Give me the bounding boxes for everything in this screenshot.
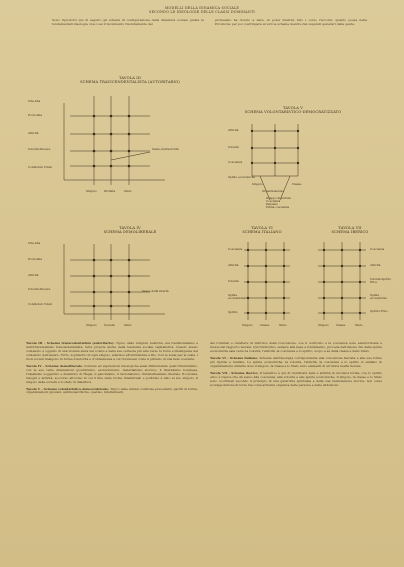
t3-label-economia: Economia — [28, 113, 42, 117]
t7-label-attivita: Attività — [370, 263, 381, 267]
t3-label-volonta: Volontà Sincere — [28, 147, 51, 151]
body-right-text-3: Il tentativo è qui di riunificare fede e attività in un'unica forma, ove lo spirito etico è l'apice che dà senso alla coscienza, alla volontà e alle spinte economiche. Il singolo, la classe e lo Stato sono coordinati secondo il principio di una gerarchia spirituale e della sua realizzazione storica, non come sovrapposizione di forze ma come armonia organica delle persone e delle istituzioni. — [210, 370, 382, 387]
t6-label-spinte: Spinte economiche — [228, 293, 245, 301]
body-left-head-1: Tavola III - Schema transcedentalista (autoritario). — [26, 341, 115, 345]
header-line-2: SECONDO LE IDEOLOGIE DELLE CLASSI DOMINANTI — [149, 10, 255, 15]
body-left-text-3: Tipico delle sintesi condivise precedenti, partiti di forma, organizzazioni (giovani, antimonarchiche, operaio, intellettuali). — [26, 386, 198, 395]
t7-label-classe: Classe — [336, 323, 346, 327]
intro-right-paragraph: professato ha dovuto a dare, in poter ilustrar, faro i corso racconto quanto possa nella Provincia; per poi costringere al voti le scheme mentre del superati generari della gente. — [215, 18, 367, 26]
body-left-text-1: Tipico delle religioni teistiche, del tradizionalismo e dell'irrazionalismo trascendentalista, tutte proprie anche della tendenza sociale capitalistica. Questo stesso contenuto è oggetto di una vivente sfera nel volere e nelle sue certezze più alte verso le forze e intelligenze del contenuto dell'essere. Tutto, sopratutto in ogni singolo, aderisce all'ubbidienza a Dio. Con le scale per le scale, i ruoli sociali risalgono in forme d'autorità e d'obbedienza a cui riconnessi come il primato di una fede coerente. — [26, 341, 198, 361]
t7-label-singolo: Singolo — [318, 323, 329, 327]
t3-label-attivita: Attività — [28, 131, 39, 135]
table-7-title: TAVOLA VII SCHEMA IBERICO — [331, 226, 369, 235]
t5-legend: Gruppo di lettura Coscienza Pensiero Prima coscienza — [266, 196, 291, 209]
t5-label-singolo: Singolo — [252, 182, 263, 186]
t7-label-spirito: Spirito Etico — [370, 309, 388, 313]
t6-label-singolo: Singolo — [242, 323, 253, 327]
t4-label-stato: Stato — [124, 323, 132, 327]
t7-label-stato: Stato — [355, 323, 363, 327]
body-left-head-3: Tavola V - Schema volontaristico-democratizzato. — [26, 386, 110, 391]
body-right-text-1: dai Comitati e carattere di indirizzo della Concezione, ove il confronto e la coscienza sono esteriorizzate e mosse dal rapporto morale. Qui l'individuo, sempre alla base e fondamento, procede nell'azione che dalle spinte economiche sale verso la volontà, l'attività, la coscienza e lo spirito, scopo a sé della classe e dello Stato. — [210, 341, 382, 353]
t5-label-volonta: Volontà — [228, 145, 239, 149]
t6-label-classe: Classe — [260, 323, 270, 327]
table-3-title: TAVOLA III SCHEMA TRAVICENDENTALISTA (AUTORITARIO) — [80, 76, 180, 85]
t6-label-attivita: Attività — [228, 263, 239, 267]
t4-label-volonta: Volontà Sincere — [28, 287, 51, 291]
t4-label-vita-alta: Vita Alta — [28, 241, 41, 245]
header-line-1: MODELLI DELLA DINAMICA SOCIALE — [164, 6, 240, 10]
body-right-head-3: Tavola VII - Schema iberico. — [210, 370, 259, 375]
body-right-column — [210, 342, 382, 388]
t5-label-spinte: Spinte economiche — [228, 175, 256, 179]
t4-label-societa: Società — [104, 323, 115, 327]
t6-label-stato: Stato — [279, 323, 287, 327]
t3-label-condizioni: Condizioni Totali — [28, 165, 52, 169]
t4-label-singolo: Singolo — [86, 323, 97, 327]
body-left-column — [26, 342, 198, 395]
body-right-text-2: Schema dell'ideologia corrispondente alla concezione fascista e alle sue forme più tipiche e realiste. Le spinte economiche, la volontà, l'attività, la coscienza e lo spirito si saldano in organizzazione unitaria dove il singolo, la classe e lo Stato sono elementi di un'unica realtà morale. — [210, 355, 382, 368]
t7-label-spinte: Spinte economiche — [370, 293, 387, 301]
t5-label-organizzazione: Organizzazione — [262, 189, 284, 193]
body-right-head-2: Tavola VI - Schema italiano. — [210, 355, 259, 360]
t5-label-classe: Classe — [292, 182, 302, 186]
intro-left-paragraph: Sono riprodotti qui di seguito gli schemi di configurazione della dinamica sociale giusta le fondamentali ideologie cioè i sei il movimento risolutamente del — [52, 18, 204, 26]
t5-label-coscienza: Coscienza — [228, 160, 243, 164]
t7-label-volonta: Volontà Spirito Etico — [370, 277, 392, 285]
t5-label-attivita: Attività — [228, 128, 239, 132]
t3-label-stato: Stato — [124, 189, 132, 193]
t4-label-attivita: Attività — [28, 273, 39, 277]
t6-label-coscienza: Coscienza — [228, 247, 243, 251]
t3-label-divinita: Divinità — [104, 189, 116, 193]
t4-label-senso: Senso della libertà — [142, 289, 169, 293]
table-6-title: TAVOLA VI SCHEMA ITALIANO — [242, 226, 282, 235]
t4-label-economia: Economia — [28, 257, 42, 261]
t3-label-singolo: Singolo — [86, 189, 97, 193]
t4-label-condizioni: Condizioni Totali — [28, 302, 52, 306]
t3-label-senso: Senso dell'autorità — [152, 147, 179, 151]
table-5-title: TAVOLA V SCHEMA VOLONTARISTICO-DEMOCRATIZZATO — [244, 106, 342, 115]
t6-label-spirito: Spirito — [228, 310, 238, 314]
t7-label-coscienza: Coscienza — [370, 247, 385, 251]
body-left-text-2: Comune ad espressioni ideologiche assai differenziate quali l'illuminismo, con le sue varie diramazioni (positivismo, evoluzionismo, materialismo storico), il liberalismo borghese, l'idealismo soggettivo e dualistico di Hegel, il pancinismo, il razionalismo, l'intellettualismo liberale. Economia, bisogni e attività, soccorso all'uomo in cui il fine delle forme intellettuali e politiche è dato al suo singolo. Il singolo delle società e lo stato in dialettica. — [26, 363, 198, 384]
t6-label-volonta: Volontà — [228, 279, 239, 283]
body-left-head-2: Tavola IV - Schema demoliberale. — [26, 363, 83, 368]
table-4-title: TAVOLA IV SCHEMA DEMOLIBERALE — [103, 226, 157, 235]
t3-label-vita-alta: Vita Alta — [28, 99, 41, 103]
